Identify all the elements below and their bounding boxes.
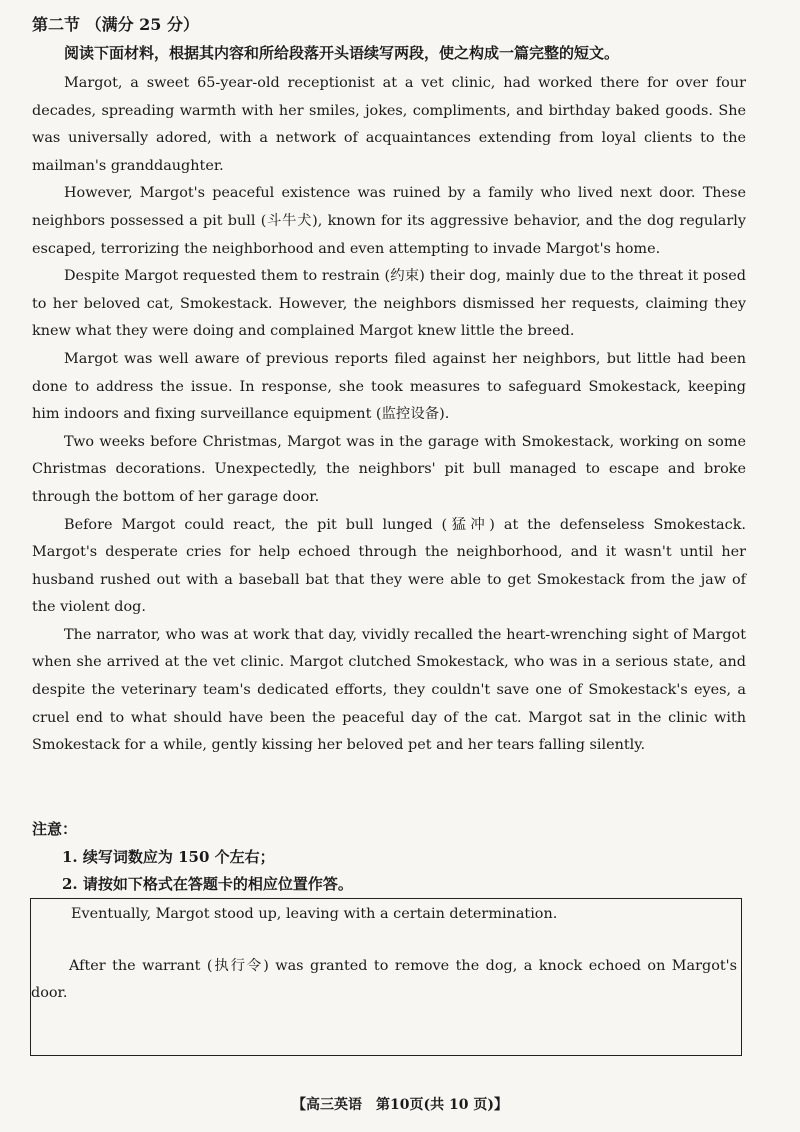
page-footer: 【高三英语 第10页(共 10 页)】	[292, 1097, 508, 1113]
task-instruction: 阅读下面材料，根据其内容和所给段落开头语续写两段，使之构成一篇完整的短文。	[64, 44, 620, 62]
passage-paragraph: Margot, a sweet 65-year-old receptionist at a vet clinic, had worked there for over four decades, spreading warmth with her smiles, jokes, compliments, and birthday baked goods. She was universally adored, with a network of acquaintances extending from loyal clients to the mailman's granddaughter.	[32, 75, 746, 174]
note-item: 2. 请按如下格式在答题卡的相应位置作答。	[62, 875, 353, 893]
paragraph-opening-1: Eventually, Margot stood up, leaving with a certain determination.	[71, 906, 558, 922]
passage-paragraph: Two weeks before Christmas, Margot was in the garage with Smokestack, working on some Christmas decorations. Unexpectedly, the neighbors' pit bull managed to escape and broke through the bottom of her garage door.	[32, 433, 746, 505]
notes-label: 注意：	[32, 820, 78, 838]
passage-paragraph: Before Margot could react, the pit bull lunged (猛冲) at the defenseless Smokestack. Margot's desperate cries for help echoed through the neighborhood, and it wasn't until her husband rushed out with a baseball bat that they were able to get Smokestack from the jaw of the violent dog.	[32, 516, 746, 616]
note-item: 1. 续写词数应为 150 个左右；	[62, 848, 275, 866]
passage-paragraph: However, Margot's peaceful existence was ruined by a family who lived next door. These neighbors possessed a pit bull (斗牛犬), known for its aggressive behavior, and the dog regularly escaped, terrorizing the neighborhood and even attempting to invade Margot's home.	[32, 185, 746, 257]
answer-box	[30, 898, 742, 1056]
passage-paragraph: Despite Margot requested them to restrain (约束) their dog, mainly due to the threat it posed to her beloved cat, Smokestack. However, the neighbors dismissed her requests, claiming they knew what they were doing and complained Margot knew little the breed.	[32, 268, 746, 340]
reading-passage	[32, 70, 746, 760]
passage-paragraph: The narrator, who was at work that day, vividly recalled the heart-wrenching sight of Margot when she arrived at the vet clinic. Margot clutched Smokestack, who was in a serious state, and despite the veterinary team's dedicated efforts, they couldn't save one of Smokestack's eyes, a cruel end to what should have been the peaceful day of the cat. Margot sat in the clinic with Smokestack for a while, gently kissing her beloved pet and her tears falling silently.	[32, 626, 746, 754]
passage-paragraph: Margot was well aware of previous reports filed against her neighbors, but little had been done to address the issue. In response, she took measures to safeguard Smokestack, keeping him indoors and fixing surveillance equipment (监控设备).	[32, 350, 746, 423]
section-title: 第二节 （满分 25 分）	[32, 15, 199, 34]
paragraph-opening-2: After the warrant (执行令) was granted to remove the dog, a knock echoed on Margot's door.	[31, 958, 737, 1001]
